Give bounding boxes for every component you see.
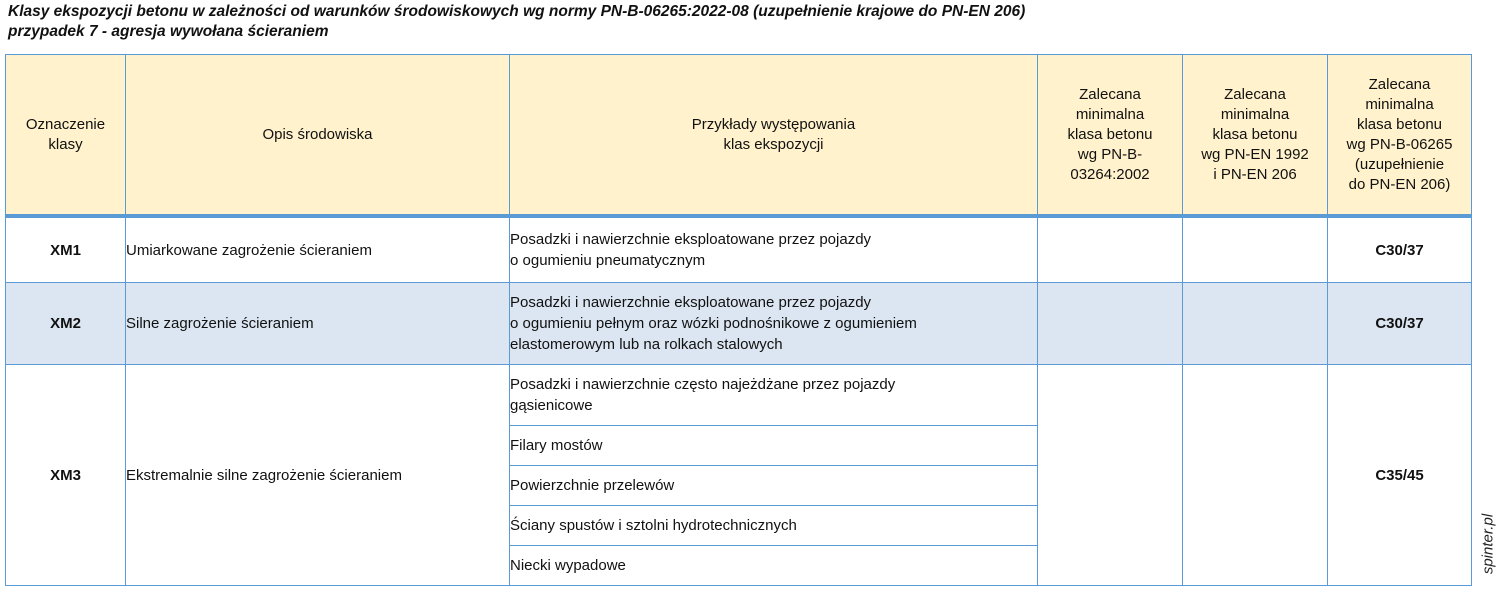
min-class-pnb06265: C30/37 [1328, 216, 1472, 283]
environment-description: Umiarkowane zagrożenie ścieraniem [126, 216, 510, 283]
min-class-pnb03264 [1038, 283, 1183, 365]
class-code: XM1 [6, 216, 126, 283]
header-class-code: Oznaczenie klasy [6, 55, 126, 217]
header-examples: Przykłady występowania klas ekspozycji [510, 55, 1038, 217]
example-cell: Posadzki i nawierzchnie eksploatowane przez pojazdy o ogumieniu pełnym oraz wózki podnośnikowe z ogumieniem elastomerowym lub na rolkach stalowych [510, 283, 1038, 365]
min-class-pnen1992 [1183, 365, 1328, 586]
document-title [8, 2, 1025, 42]
watermark-text: spinter.pl [1479, 513, 1497, 575]
example-cell: Filary mostów [510, 426, 1038, 466]
header-min-class-pnen1992: Zalecana minimalna klasa betonu wg PN-EN 1992 i PN-EN 206 [1183, 55, 1328, 217]
example-cell: Niecki wypadowe [510, 546, 1038, 586]
header-min-class-pnb03264: Zalecana minimalna klasa betonu wg PN-B- 03264:2002 [1038, 55, 1183, 217]
title-line-2: przypadek 7 - agresja wywołana ścieraniem [8, 23, 329, 40]
example-cell: Posadzki i nawierzchnie eksploatowane przez pojazdy o ogumieniu pneumatycznym [510, 216, 1038, 283]
min-class-pnb06265: C35/45 [1328, 365, 1472, 586]
header-row [6, 55, 1472, 217]
title-line-1: Klasy ekspozycji betonu w zależności od warunków środowiskowych wg normy PN-B-06265:2022-08 (uzupełnienie krajowe do PN-EN 206) [8, 3, 1026, 20]
example-cell: Powierzchnie przelewów [510, 466, 1038, 506]
example-cell: Ściany spustów i sztolni hydrotechnicznych [510, 506, 1038, 546]
class-code: XM3 [6, 365, 126, 586]
class-code: XM2 [6, 283, 126, 365]
header-min-class-pnb06265: Zalecana minimalna klasa betonu wg PN-B-06265 (uzupełnienie do PN-EN 206) [1328, 55, 1472, 217]
min-class-pnb06265: C30/37 [1328, 283, 1472, 365]
min-class-pnen1992 [1183, 283, 1328, 365]
watermark [1478, 505, 1498, 583]
exposure-classes-table [5, 54, 1472, 586]
table-row-xm1 [6, 216, 1472, 283]
example-cell: Posadzki i nawierzchnie często najeżdżane przez pojazdy gąsienicowe [510, 365, 1038, 426]
table-row-xm2 [6, 283, 1472, 365]
environment-description: Silne zagrożenie ścieraniem [126, 283, 510, 365]
min-class-pnb03264 [1038, 216, 1183, 283]
environment-description: Ekstremalnie silne zagrożenie ścieraniem [126, 365, 510, 586]
min-class-pnen1992 [1183, 216, 1328, 283]
table-row-xm3 [6, 365, 1472, 426]
header-environment-description: Opis środowiska [126, 55, 510, 217]
min-class-pnb03264 [1038, 365, 1183, 586]
